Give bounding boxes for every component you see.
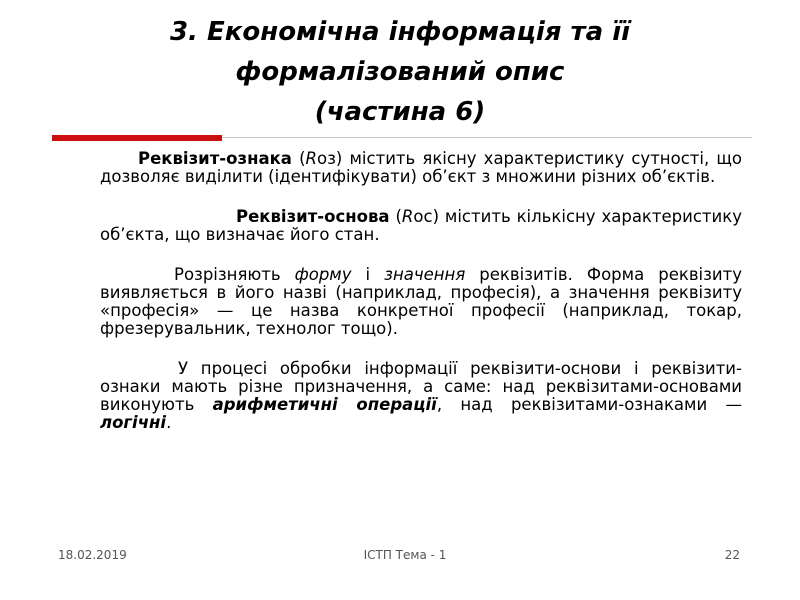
emphasis-value: значення	[384, 265, 466, 284]
term-attribute-base: Реквізит-основа	[236, 207, 390, 226]
title-line-2: формалізований опис	[235, 57, 565, 87]
paragraph-text: реквізитів. Форма реквізиту виявляється в його назві (наприклад, професія), а значення реквізиту «професія» — це назва конкретної професії (наприклад, токар, фрезерувальник, технолог тощо).	[100, 265, 743, 338]
paragraph-text: і	[351, 265, 385, 284]
code-suffix: ос	[413, 207, 433, 226]
footer-page-number: 22	[724, 548, 740, 562]
title-divider	[52, 135, 752, 141]
paren-open: (	[389, 207, 402, 226]
title-line-3: (частина 6)	[314, 97, 486, 127]
code-suffix: оз	[317, 149, 336, 168]
paragraph-processing	[100, 360, 742, 432]
footer-date: 18.02.2019	[58, 548, 127, 562]
title-line-1: 3. Економічна інформація та її	[169, 17, 631, 47]
paragraph-form-value	[100, 266, 742, 338]
paragraph-attribute-base	[100, 208, 742, 244]
paragraph-attribute-sign	[100, 150, 742, 186]
emphasis-arithmetic: арифметичні операції	[212, 395, 437, 414]
paragraph-text: .	[166, 413, 172, 432]
emphasis-logical: логічні	[100, 413, 167, 432]
code-letter: R	[305, 149, 318, 168]
slide-body	[100, 150, 742, 454]
paragraph-text: ) містить кількісну характеристику об’єкта, що визначає його стан.	[100, 207, 742, 244]
divider-thin-line	[222, 137, 752, 138]
paragraph-text: Розрізняють	[174, 265, 295, 284]
footer-course: ІСТП Тема - 1	[363, 548, 447, 562]
paren-open: (	[291, 149, 306, 168]
paragraph-text: ) містить якісну характеристику сутності, що дозволяє виділити (ідентифікувати) об’єкт з множини різних об’єктів.	[100, 149, 743, 186]
paragraph-text: У процесі обробки інформації реквізити-основи і реквізити-ознаки мають різне призначення, а саме: над реквізитами-основами виконують	[100, 359, 742, 414]
term-attribute-sign: Реквізит-ознака	[138, 149, 292, 168]
code-letter: R	[401, 207, 414, 226]
slide-title	[60, 12, 740, 132]
emphasis-form: форму	[294, 265, 352, 284]
paragraph-text: , над реквізитами-ознаками —	[436, 395, 742, 414]
divider-accent-bar	[52, 135, 222, 141]
